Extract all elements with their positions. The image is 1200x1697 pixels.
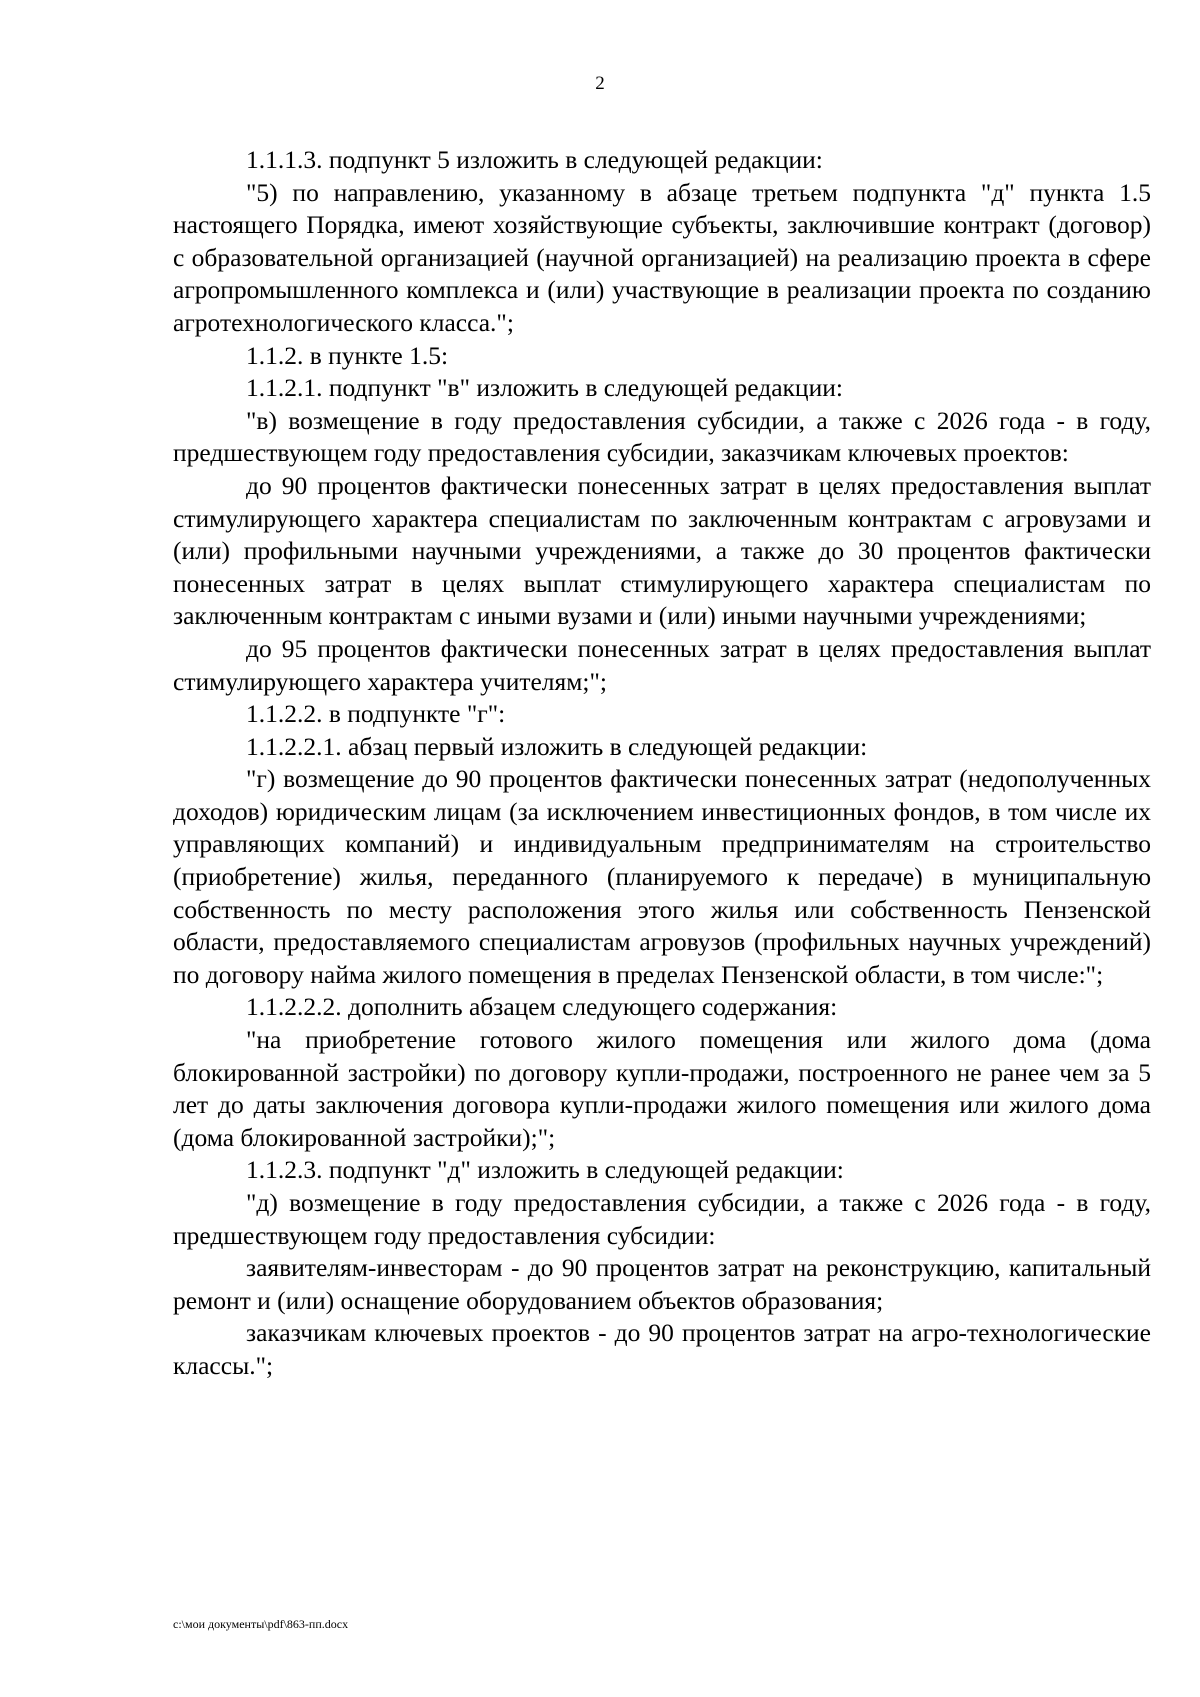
paragraph: 1.1.1.3. подпункт 5 изложить в следующей редакции: <box>246 145 823 174</box>
paragraph: до 90 процентов фактически понесенных затрат в целях предоставления выплат стимулирующего характера специалистам по заключенным контрактам с агровузами и (или) профильными научными учреждениями, а также до 30 процентов фактически понесенных затрат в целях выплат стимулирующего характера специалистам по заключенным контрактам с иными вузами и (или) иными научными учреждениями; <box>173 470 1151 631</box>
paragraph: 1.1.2.1. подпункт "в" изложить в следующей редакции: <box>246 373 843 403</box>
paragraph: 1.1.2.2. в подпункте "г": <box>246 699 506 729</box>
paragraph: до 95 процентов фактически понесенных затрат в целях предоставления выплат стимулирующего характера учителям;"; <box>173 633 1151 696</box>
paragraph: 1.1.2. в пункте 1.5: <box>246 340 449 370</box>
paragraph: "д) возмещение в году предоставления субсидии, а также с 2026 года - в году, предшествующем году предоставления субсидии: <box>173 1188 1151 1250</box>
paragraph: "на приобретение готового жилого помещения или жилого дома (дома блокированной застройки) по договору купли-продажи, построенного не ранее чем за 5 лет до даты заключения договора купли-продажи жилого помещения или жилого дома (дома блокированной застройки);"; <box>173 1025 1151 1152</box>
paragraph: 1.1.2.2.2. дополнить абзацем следующего содержания: <box>246 992 838 1022</box>
paragraph: 1.1.2.2.1. абзац первый изложить в следующей редакции: <box>246 731 868 761</box>
paragraph: "г) возмещение до 90 процентов фактически понесенных затрат (недополученных доходов) юридическим лицам (за исключением инвестиционных фондов, в том числе их управляющих компаний) и индивидуальным предпринимателям на строительство (приобретение) жилья, переданного (планируемого к передаче) в муниципальную собственность по месту расположения этого жилья или собственность Пензенской области, предоставляемого специалистам агровузов (профильных научных учреждений) по договору найма жилого помещения в пределах Пензенской области, в том числе:"; <box>173 764 1151 989</box>
page-number: 2 <box>595 73 605 94</box>
footer-file-path: c:\мои документы\pdf\863-пп.docx <box>173 1617 349 1631</box>
paragraph: "5) по направлению, указанному в абзаце третьем подпункта "д" пункта 1.5 настоящего Порядка, имеют хозяйствующие субъекты, заключившие контракт (договор) с образовательной организацией (научной организацией) на реализацию проекта в сфере агропромышленного комплекса и (или) участвующие в реализации проекта по созданию агротехнологического класса."; <box>173 177 1151 337</box>
document-body <box>173 144 1151 1383</box>
paragraph: 1.1.2.3. подпункт "д" изложить в следующей редакции: <box>246 1155 844 1185</box>
paragraph: заявителям-инвесторам - до 90 процентов затрат на реконструкцию, капитальный ремонт и (или) оснащение оборудованием объектов образования; <box>173 1253 1151 1315</box>
paragraph: "в) возмещение в году предоставления субсидии, а также с 2026 года - в году, предшествующем году предоставления субсидии, заказчикам ключевых проектов: <box>173 405 1151 468</box>
paragraph: заказчикам ключевых проектов - до 90 процентов затрат на агро-технологические классы."; <box>173 1318 1151 1380</box>
